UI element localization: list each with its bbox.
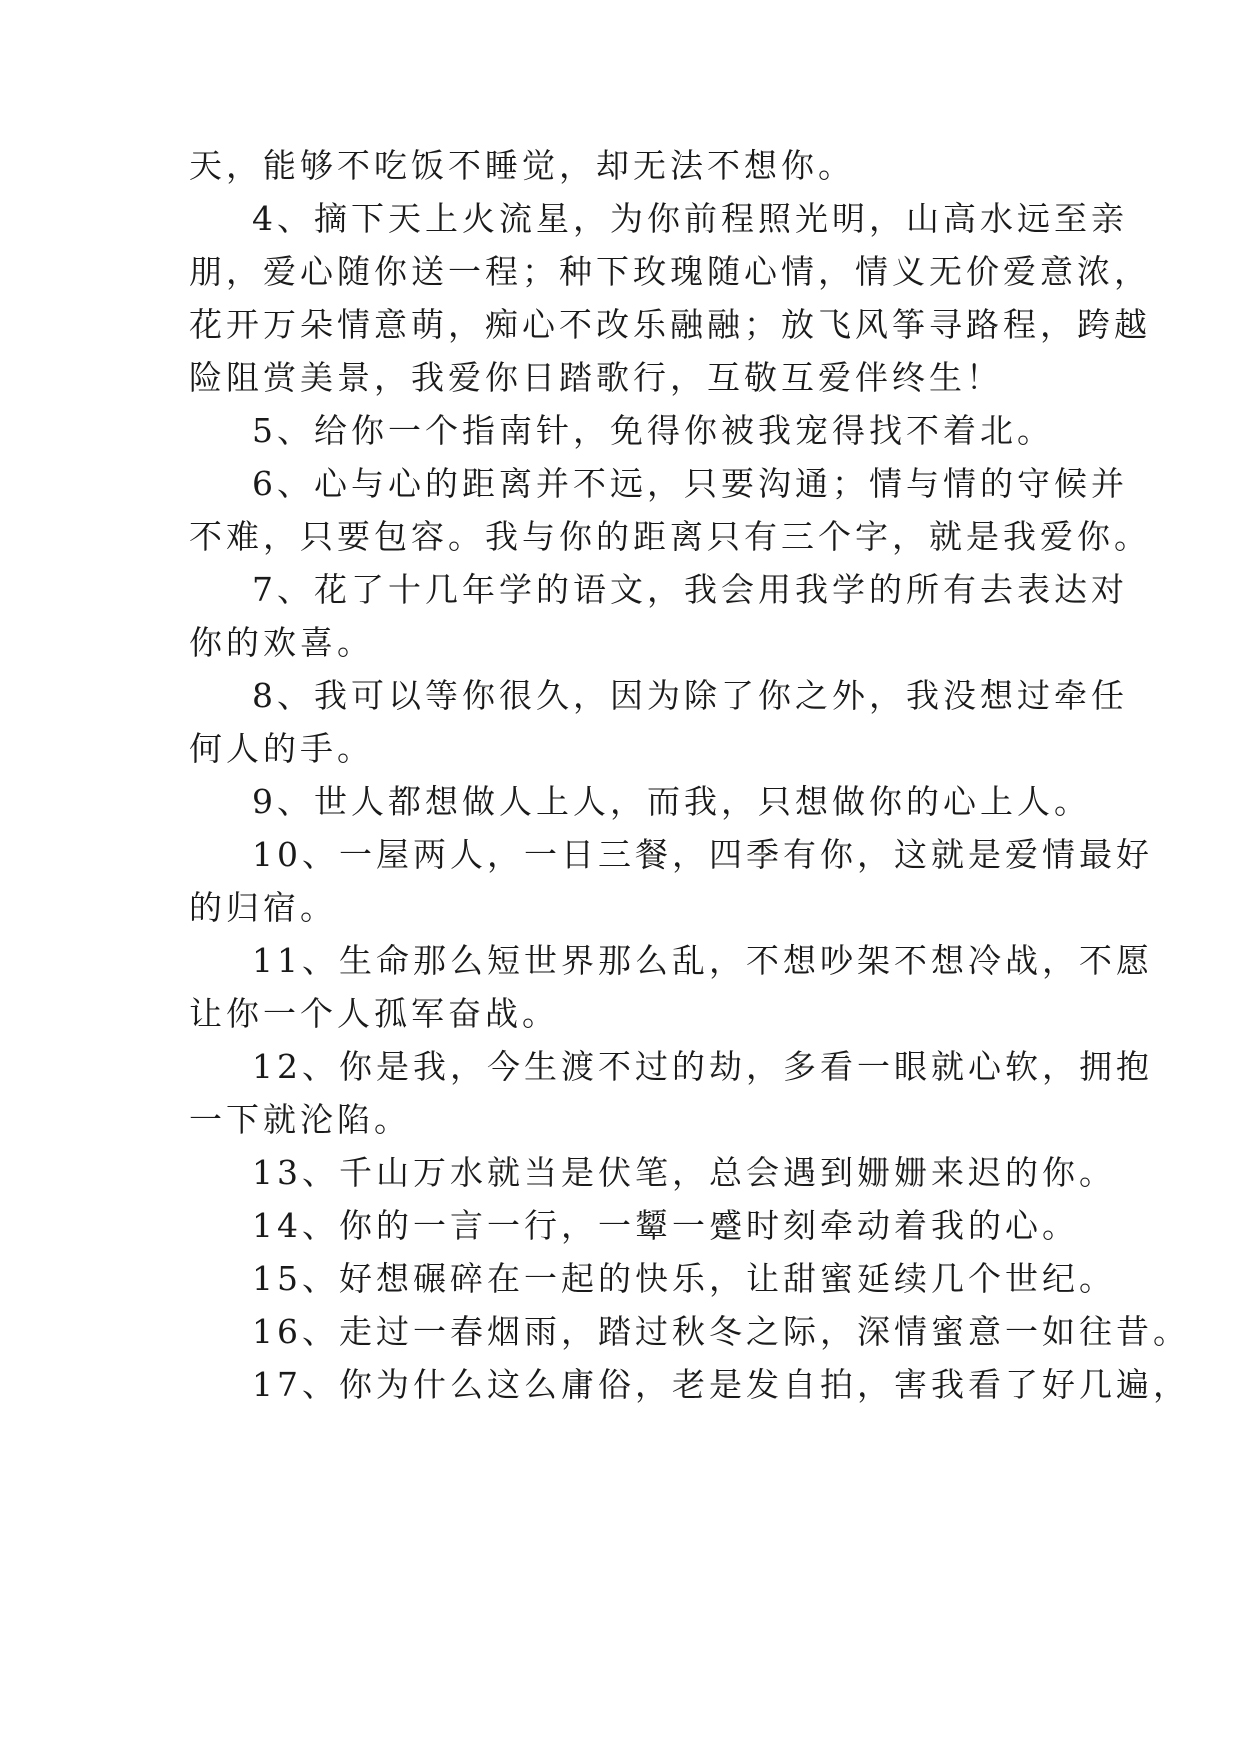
text-line: 6、心与心的距离并不远，只要沟通；情与情的守候并	[252, 464, 1128, 503]
text-line: 8、我可以等你很久，因为除了你之外，我没想过牵任	[252, 676, 1128, 715]
text-line: 天，能够不吃饭不睡觉，却无法不想你。	[189, 146, 855, 185]
text-line: 11、生命那么短世界那么乱，不想吵架不想冷战，不愿	[252, 941, 1153, 980]
text-line: 花开万朵情意萌，痴心不改乐融融；放飞风筝寻路程，跨越	[189, 305, 1151, 344]
text-line: 7、花了十几年学的语文，我会用我学的所有去表达对	[252, 570, 1128, 609]
text-line: 让你一个人孤军奋战。	[189, 994, 559, 1033]
text-line: 朋，爱心随你送一程；种下玫瑰随心情，情义无价爱意浓，	[189, 252, 1151, 291]
text-line: 9、世人都想做人上人，而我，只想做你的心上人。	[252, 782, 1091, 821]
text-line: 12、你是我，今生渡不过的劫，多看一眼就心软，拥抱	[252, 1047, 1153, 1086]
text-line: 10、一屋两人，一日三餐，四季有你，这就是爱情最好	[252, 835, 1153, 874]
text-line: 5、给你一个指南针，免得你被我宠得找不着北。	[252, 411, 1054, 450]
text-line: 15、好想碾碎在一起的快乐，让甜蜜延续几个世纪。	[252, 1259, 1116, 1298]
text-line: 的归宿。	[189, 888, 337, 927]
text-line: 不难，只要包容。我与你的距离只有三个字，就是我爱你。	[189, 517, 1151, 556]
text-line: 一下就沦陷。	[189, 1100, 411, 1139]
text-line: 4、摘下天上火流星，为你前程照光明，山高水远至亲	[252, 199, 1128, 238]
text-line: 你的欢喜。	[189, 623, 374, 662]
text-line: 16、走过一春烟雨，踏过秋冬之际，深情蜜意一如往昔。	[252, 1312, 1190, 1351]
text-line: 14、你的一言一行，一颦一蹙时刻牵动着我的心。	[252, 1206, 1079, 1245]
text-line: 何人的手。	[189, 729, 374, 768]
text-line: 13、千山万水就当是伏笔，总会遇到姗姗来迟的你。	[252, 1153, 1116, 1192]
text-line: 17、你为什么这么庸俗，老是发自拍，害我看了好几遍，	[252, 1365, 1190, 1404]
text-line: 险阻赏美景，我爱你日踏歌行，互敬互爱伴终生！	[189, 358, 1003, 397]
